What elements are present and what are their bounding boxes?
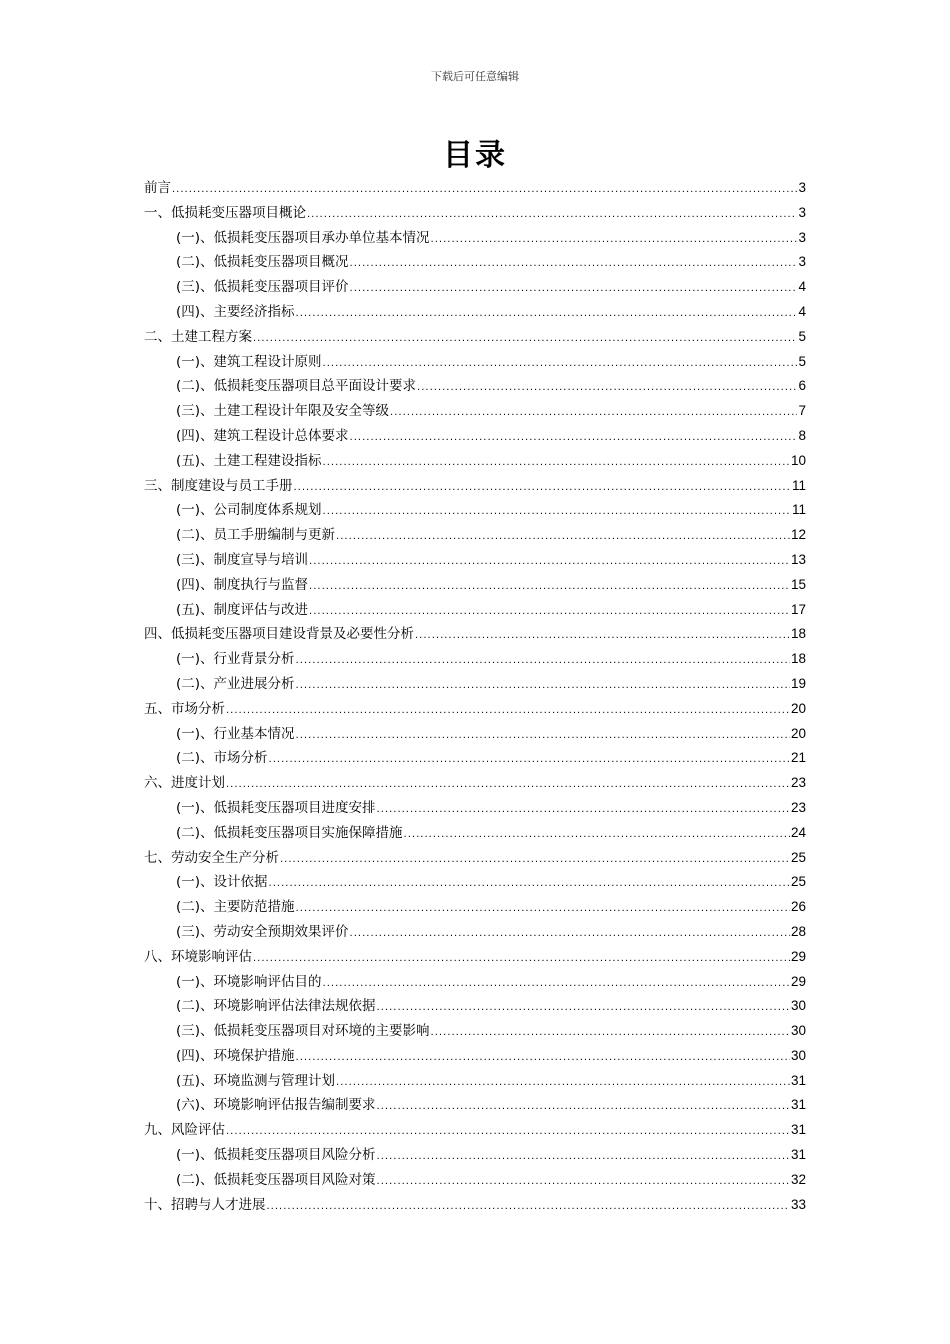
toc-entry-label: (一)、低损耗变压器项目进度安排 <box>176 799 376 816</box>
toc-entry[interactable] <box>144 250 806 275</box>
toc-dot-leader <box>267 1195 790 1220</box>
toc-dot-leader <box>226 1120 790 1145</box>
toc-entry[interactable] <box>144 275 806 300</box>
toc-entry-label: 四、低损耗变压器项目建设背景及必要性分析 <box>144 626 414 643</box>
toc-entry[interactable] <box>144 771 806 796</box>
toc-entry-page-number: 28 <box>790 923 806 939</box>
toc-entry-label: (一)、低损耗变压器项目承办单位基本情况 <box>176 229 430 246</box>
toc-entry-page-number: 18 <box>790 626 806 642</box>
toc-entry-label: (四)、环境保护措施 <box>176 1047 295 1064</box>
toc-dot-leader <box>280 848 790 873</box>
toc-entry-label: 八、环境影响评估 <box>144 948 252 965</box>
toc-entry-label: (一)、公司制度体系规划 <box>176 502 322 519</box>
toc-entry[interactable] <box>144 424 806 449</box>
toc-dot-leader <box>296 649 790 674</box>
toc-dot-leader <box>296 302 798 327</box>
toc-dot-leader <box>415 624 790 649</box>
toc-entry-page-number: 10 <box>790 452 806 468</box>
toc-entry-page-number: 26 <box>790 899 806 915</box>
toc-entry-label: (二)、环境影响评估法律法规依据 <box>176 998 376 1015</box>
toc-dot-leader <box>309 550 790 575</box>
toc-dot-leader <box>350 277 798 302</box>
toc-entry-page-number: 25 <box>790 849 806 865</box>
toc-entry-label: (一)、设计依据 <box>176 874 268 891</box>
toc-entry-page-number: 15 <box>790 576 806 592</box>
toc-entry-label: 九、风险评估 <box>144 1122 225 1139</box>
toc-dot-leader <box>296 897 790 922</box>
toc-entry-label: (一)、建筑工程设计原则 <box>176 353 322 370</box>
toc-entry-label: (二)、产业进展分析 <box>176 675 295 692</box>
toc-entry-page-number: 24 <box>790 824 806 840</box>
toc-dot-leader <box>269 748 790 773</box>
toc-entry-label: (四)、主要经济指标 <box>176 303 295 320</box>
toc-entry-page-number: 4 <box>798 303 806 319</box>
toc-entry[interactable] <box>144 1069 806 1094</box>
toc-entry-page-number: 5 <box>798 353 806 369</box>
toc-entry-label: 二、土建工程方案 <box>144 328 252 345</box>
toc-entry[interactable] <box>144 1193 806 1218</box>
toc-entry-label: (一)、行业基本情况 <box>176 725 295 742</box>
toc-entry-page-number: 13 <box>790 551 806 567</box>
toc-entry[interactable] <box>144 449 806 474</box>
toc-entry-label: (二)、主要防范措施 <box>176 899 295 916</box>
toc-entry-page-number: 4 <box>798 279 806 295</box>
toc-entry-page-number: 7 <box>798 403 806 419</box>
toc-dot-leader <box>350 252 798 277</box>
toc-entry-label: (二)、低损耗变压器项目实施保障措施 <box>176 824 403 841</box>
toc-entry-label: 一、低损耗变压器项目概论 <box>144 204 306 221</box>
toc-entry[interactable] <box>144 697 806 722</box>
toc-entry[interactable] <box>144 821 806 846</box>
toc-entry[interactable] <box>144 722 806 747</box>
toc-entry[interactable] <box>144 598 806 623</box>
toc-entry-label: (二)、员工手册编制与更新 <box>176 527 336 544</box>
toc-dot-leader <box>309 575 790 600</box>
toc-entry[interactable] <box>144 994 806 1019</box>
toc-entry-label: (一)、行业背景分析 <box>176 651 295 668</box>
toc-entry-page-number: 31 <box>790 1147 806 1163</box>
toc-dot-leader <box>377 1170 790 1195</box>
toc-dot-leader <box>307 203 797 228</box>
toc-entry-page-number: 21 <box>790 750 806 766</box>
toc-entry[interactable] <box>144 474 806 499</box>
toc-dot-leader <box>336 1071 790 1096</box>
toc-entry-page-number: 3 <box>798 254 806 270</box>
toc-entry-label: 七、劳动安全生产分析 <box>144 849 279 866</box>
toc-entry-label: (二)、低损耗变压器项目概况 <box>176 254 349 271</box>
toc-entry[interactable] <box>144 350 806 375</box>
toc-entry-page-number: 31 <box>790 1072 806 1088</box>
toc-dot-leader <box>269 872 790 897</box>
page-title: 目录 <box>443 138 507 173</box>
toc-entry[interactable] <box>144 1044 806 1069</box>
toc-entry-page-number: 3 <box>798 229 806 245</box>
toc-entry-page-number: 11 <box>791 477 806 493</box>
toc-entry-page-number: 5 <box>798 328 806 344</box>
toc-entry-page-number: 31 <box>790 1097 806 1113</box>
toc-entry-label: (六)、环境影响评估报告编制要求 <box>176 1097 376 1114</box>
toc-entry[interactable] <box>144 1168 806 1193</box>
toc-entry-label: (二)、低损耗变压器项目总平面设计要求 <box>176 378 417 395</box>
toc-entry-page-number: 12 <box>790 527 806 543</box>
toc-entry-page-number: 23 <box>790 775 806 791</box>
toc-entry[interactable] <box>144 796 806 821</box>
toc-entry-label: (三)、制度宣导与培训 <box>176 551 309 568</box>
toc-entry[interactable] <box>144 846 806 871</box>
toc-dot-leader <box>296 674 790 699</box>
toc-entry-label: 三、制度建设与员工手册 <box>144 477 293 494</box>
toc-dot-leader <box>350 922 790 947</box>
toc-dot-leader <box>294 476 791 501</box>
toc-entry-page-number: 25 <box>790 874 806 890</box>
toc-entry-label: (四)、制度执行与监督 <box>176 576 309 593</box>
toc-entry-page-number: 11 <box>791 502 806 518</box>
toc-dot-leader <box>323 972 790 997</box>
toc-entry-page-number: 31 <box>790 1122 806 1138</box>
toc-entry-label: (五)、土建工程建设指标 <box>176 452 322 469</box>
toc-dot-leader <box>226 773 790 798</box>
toc-entry[interactable] <box>144 498 806 523</box>
toc-dot-leader <box>377 798 790 823</box>
toc-entry[interactable] <box>144 1019 806 1044</box>
toc-dot-leader <box>323 352 798 377</box>
toc-entry-page-number: 23 <box>790 799 806 815</box>
toc-dot-leader <box>431 228 798 253</box>
toc-entry[interactable] <box>144 176 806 201</box>
toc-entry[interactable] <box>144 374 806 399</box>
toc-dot-leader <box>253 327 797 352</box>
toc-entry-page-number: 33 <box>790 1196 806 1212</box>
toc-entry[interactable] <box>144 573 806 598</box>
toc-entry-page-number: 8 <box>798 427 806 443</box>
toc-dot-leader <box>377 996 790 1021</box>
toc-entry-page-number: 3 <box>798 180 806 195</box>
toc-dot-leader <box>296 1046 790 1071</box>
toc-entry-page-number: 32 <box>790 1171 806 1187</box>
toc-entry[interactable] <box>144 870 806 895</box>
toc-entry-page-number: 30 <box>790 1047 806 1063</box>
toc-dot-leader <box>309 600 790 625</box>
toc-entry[interactable] <box>144 672 806 697</box>
toc-dot-leader <box>377 1145 790 1170</box>
toc-entry-page-number: 17 <box>790 601 806 617</box>
toc-entry-label: (一)、低损耗变压器项目风险分析 <box>176 1147 376 1164</box>
toc-entry[interactable] <box>144 622 806 647</box>
toc-entry[interactable] <box>144 945 806 970</box>
toc-dot-leader <box>253 947 790 972</box>
toc-dot-leader <box>296 724 790 749</box>
toc-entry-page-number: 3 <box>798 204 806 220</box>
header-note: 下载后可任意编辑 <box>431 70 519 83</box>
toc-entry-label: 六、进度计划 <box>144 775 225 792</box>
toc-entry[interactable] <box>144 647 806 672</box>
toc-entry[interactable] <box>144 1143 806 1168</box>
toc-entry-label: 前言 <box>144 180 171 196</box>
toc-entry[interactable] <box>144 920 806 945</box>
toc-entry-page-number: 20 <box>790 700 806 716</box>
toc-entry[interactable] <box>144 300 806 325</box>
toc-entry[interactable] <box>144 548 806 573</box>
toc-entry-label: (三)、劳动安全预期效果评价 <box>176 923 349 940</box>
toc-entry-page-number: 19 <box>790 675 806 691</box>
toc-entry-label: (三)、低损耗变压器项目对环境的主要影响 <box>176 1023 430 1040</box>
toc-entry[interactable] <box>144 970 806 995</box>
toc-dot-leader <box>377 1095 790 1120</box>
toc-entry-page-number: 18 <box>790 651 806 667</box>
toc-entry-label: (一)、环境影响评估目的 <box>176 973 322 990</box>
toc-entry-label: 十、招聘与人才进展 <box>144 1196 266 1213</box>
table-of-contents <box>144 176 806 1217</box>
toc-entry-page-number: 30 <box>790 1023 806 1039</box>
toc-entry-label: 五、市场分析 <box>144 700 225 717</box>
toc-entry[interactable] <box>144 201 806 226</box>
toc-entry-label: (三)、低损耗变压器项目评价 <box>176 279 349 296</box>
toc-entry[interactable] <box>144 1118 806 1143</box>
toc-dot-leader <box>336 525 790 550</box>
toc-entry-label: (五)、环境监测与管理计划 <box>176 1072 336 1089</box>
toc-entry[interactable] <box>144 895 806 920</box>
toc-dot-leader <box>404 823 790 848</box>
toc-entry[interactable] <box>144 1093 806 1118</box>
toc-entry-page-number: 20 <box>790 725 806 741</box>
toc-entry-label: (二)、低损耗变压器项目风险对策 <box>176 1171 376 1188</box>
toc-entry-page-number: 6 <box>798 378 806 394</box>
toc-dot-leader <box>417 376 797 401</box>
toc-dot-leader <box>350 426 798 451</box>
toc-entry[interactable] <box>144 325 806 350</box>
toc-dot-leader <box>172 178 797 203</box>
toc-entry-label: (四)、建筑工程设计总体要求 <box>176 427 349 444</box>
toc-entry[interactable] <box>144 226 806 251</box>
toc-entry[interactable] <box>144 746 806 771</box>
toc-dot-leader <box>226 699 790 724</box>
toc-entry-label: (五)、制度评估与改进 <box>176 601 309 618</box>
toc-entry-page-number: 30 <box>790 998 806 1014</box>
toc-entry-label: (二)、市场分析 <box>176 750 268 767</box>
toc-entry[interactable] <box>144 523 806 548</box>
toc-dot-leader <box>323 451 790 476</box>
toc-entry-label: (三)、土建工程设计年限及安全等级 <box>176 403 390 420</box>
toc-dot-leader <box>431 1021 790 1046</box>
toc-entry[interactable] <box>144 399 806 424</box>
toc-dot-leader <box>390 401 797 426</box>
toc-entry-page-number: 29 <box>790 948 806 964</box>
toc-entry-page-number: 29 <box>790 973 806 989</box>
toc-dot-leader <box>323 500 791 525</box>
